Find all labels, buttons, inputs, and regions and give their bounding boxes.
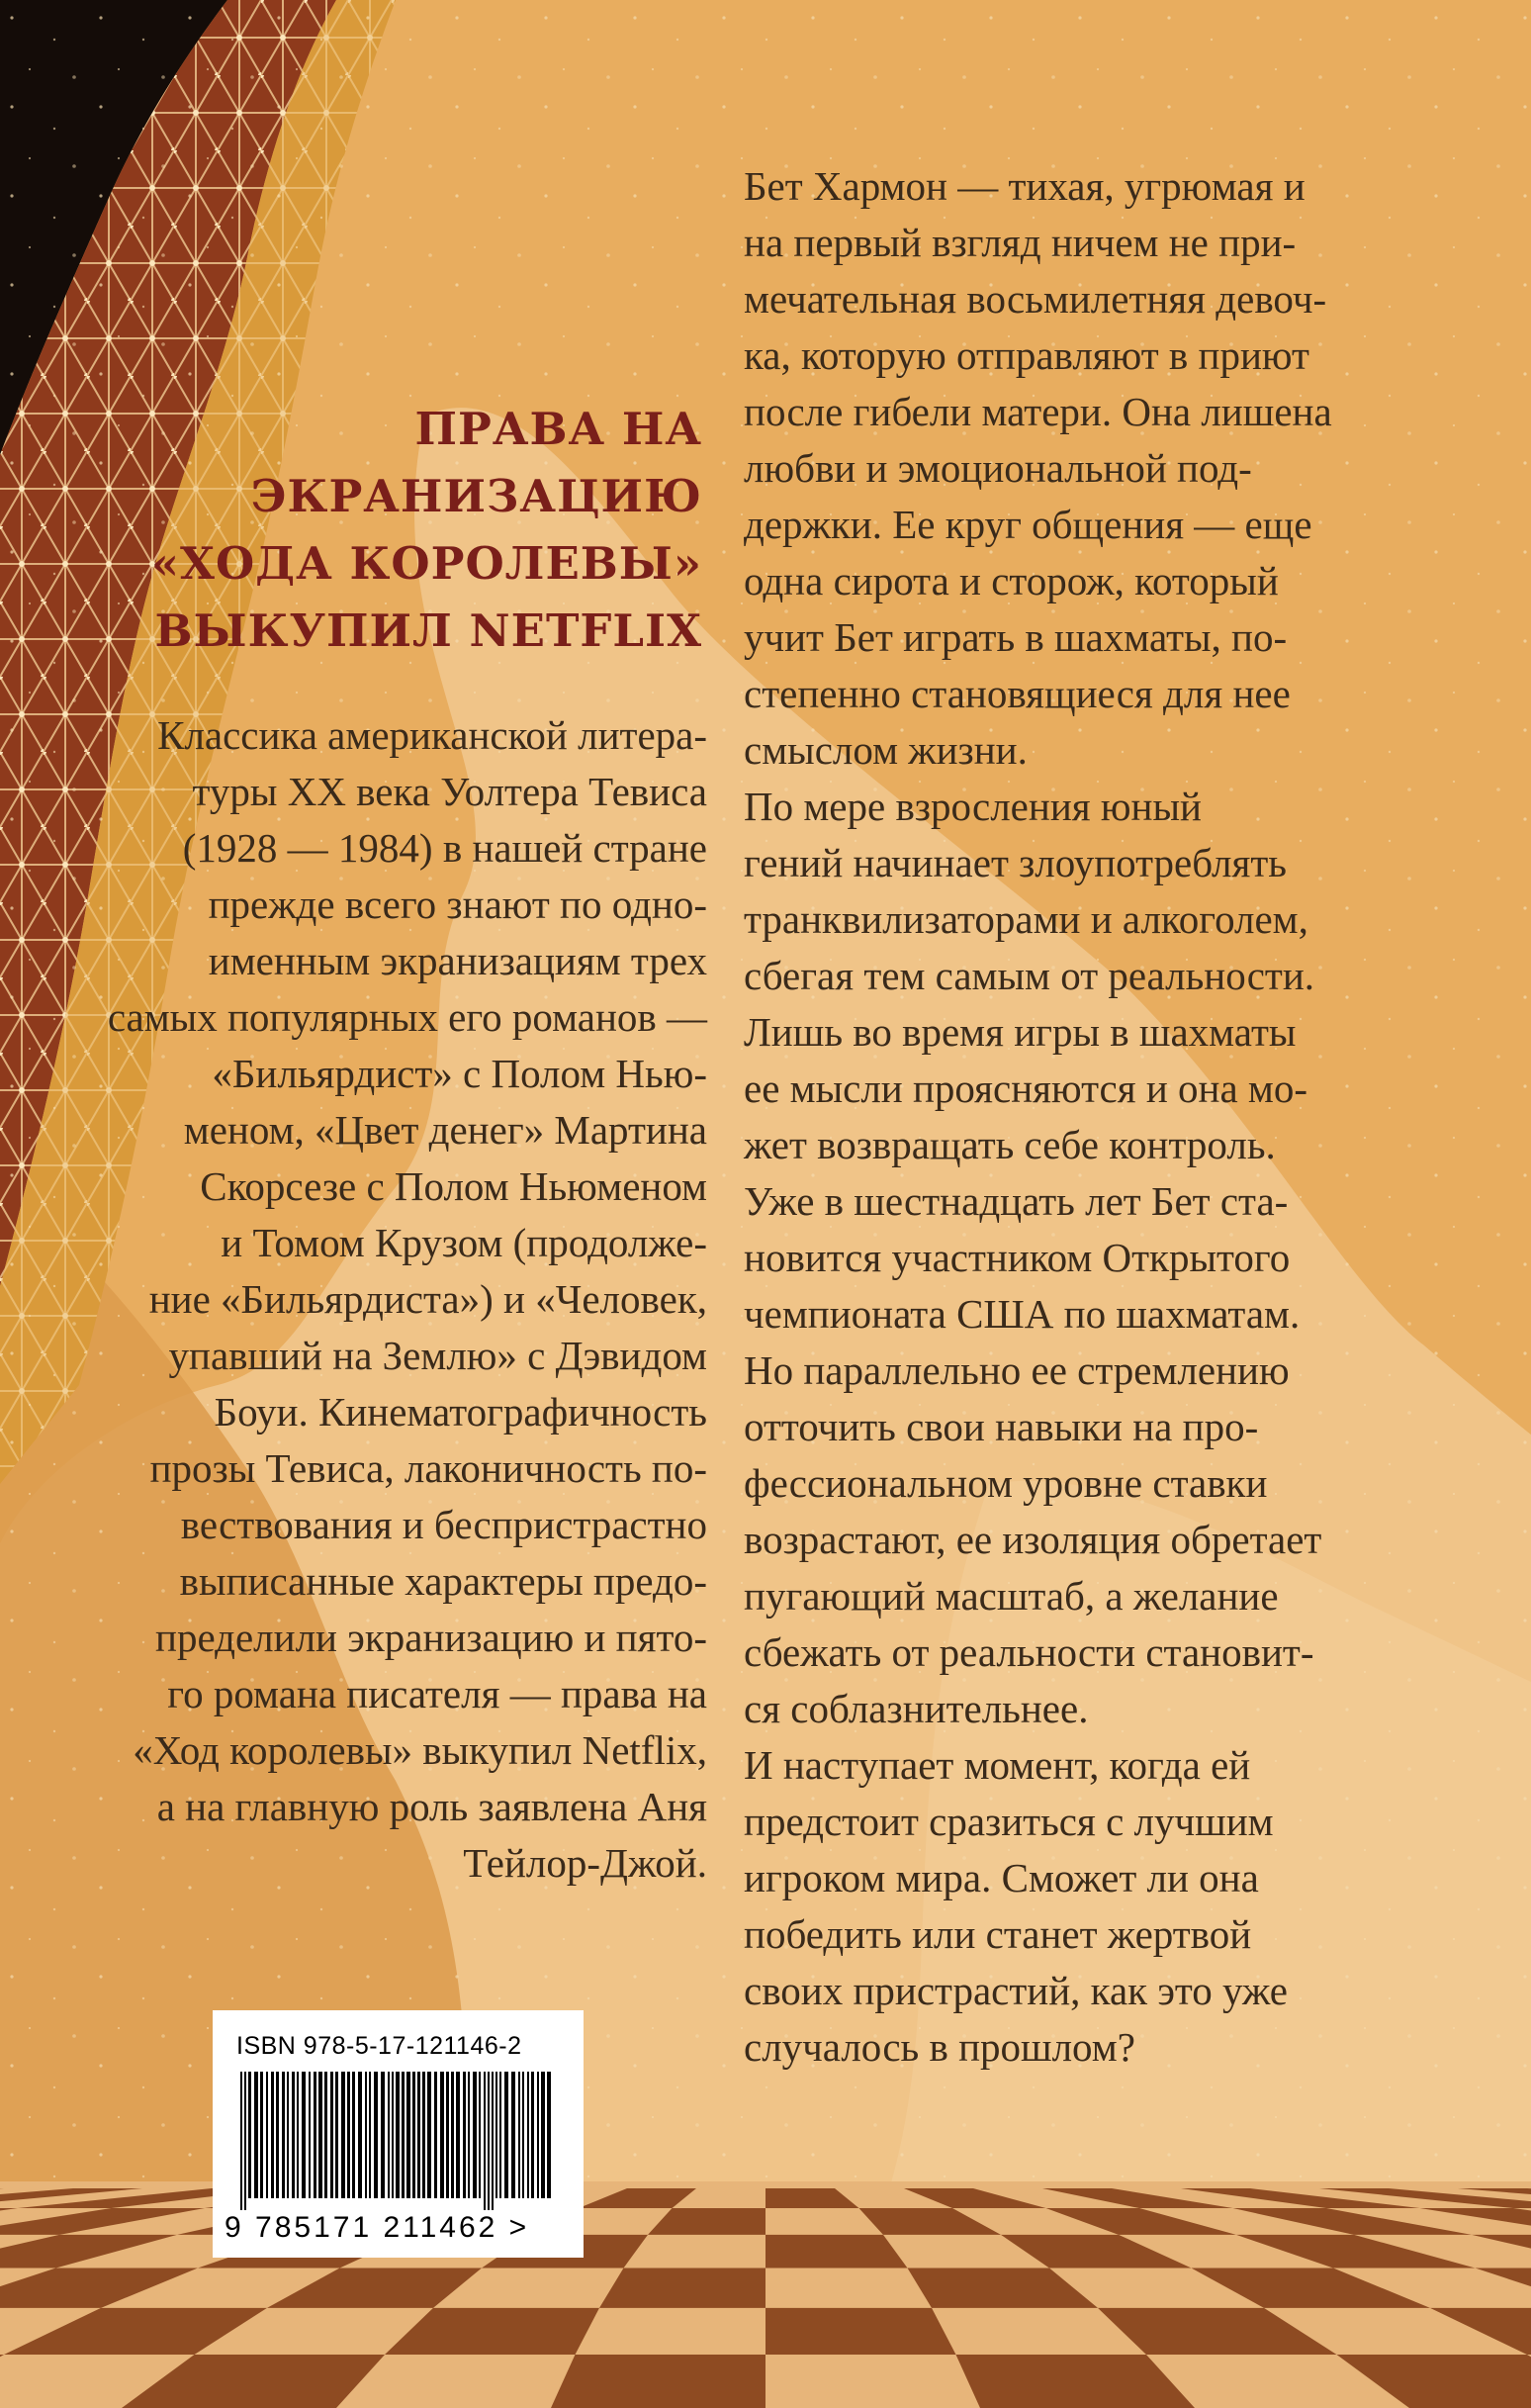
barcode-bar bbox=[266, 2072, 268, 2198]
text-line: пределили экранизацию и пято- bbox=[155, 1615, 707, 1660]
barcode-bar bbox=[402, 2072, 405, 2198]
text-line: фессиональном уровне ставки bbox=[744, 1460, 1268, 1506]
text-line: туры XX века Уолтера Тевиса bbox=[192, 769, 707, 814]
text-line: меном, «Цвет денег» Мартина bbox=[183, 1107, 707, 1153]
headline bbox=[109, 396, 702, 665]
text-line: ние «Бильярдиста») и «Человек, bbox=[148, 1276, 707, 1322]
text-line: учит Бет играть в шахматы, по- bbox=[744, 614, 1288, 660]
text-line: «Ход королевы» выкупил Netflix, bbox=[133, 1727, 707, 1773]
barcode-bar bbox=[374, 2072, 378, 2198]
text-line: прозы Тевиса, лаконичность по- bbox=[149, 1445, 707, 1491]
barcode-bar bbox=[537, 2072, 539, 2198]
barcode-bar bbox=[547, 2072, 551, 2198]
barcode-label bbox=[213, 2010, 584, 2258]
barcode-bar bbox=[499, 2072, 501, 2198]
barcode-bar bbox=[369, 2072, 371, 2198]
barcode-bar bbox=[396, 2072, 400, 2198]
text-line: (1928 — 1984) в нашей стране bbox=[182, 825, 707, 871]
barcode-bar bbox=[522, 2072, 524, 2198]
barcode-bar bbox=[341, 2072, 345, 2198]
barcode-bar bbox=[406, 2072, 410, 2198]
barcode-bar bbox=[388, 2072, 390, 2198]
barcode-bar bbox=[254, 2072, 258, 2198]
barcode-bar bbox=[463, 2072, 466, 2198]
barcode-bar bbox=[473, 2072, 477, 2198]
text-line: держки. Ее круг общения — еще bbox=[744, 502, 1312, 547]
text-line: а на главную роль заявлена Аня bbox=[156, 1784, 707, 1829]
barcode-bar bbox=[271, 2072, 274, 2198]
barcode-bar bbox=[531, 2072, 534, 2198]
text-line: Бет Хармон — тихая, угрюмая и bbox=[744, 163, 1306, 209]
text-line: новится участником Открытого bbox=[744, 1235, 1291, 1280]
text-line: прежде всего знают по одно- bbox=[208, 881, 707, 927]
text-line: на первый взгляд ничем не при- bbox=[744, 220, 1297, 265]
text-line: предстоит сразиться с лучшим bbox=[744, 1799, 1274, 1844]
barcode-bar bbox=[282, 2072, 285, 2198]
headline-line: «ХОДА КОРОЛЕВЫ» bbox=[150, 537, 702, 590]
text-line: гений начинает злоупотреблять bbox=[744, 840, 1287, 885]
barcode-bar bbox=[244, 2072, 246, 2210]
text-line: ся соблазнительнее. bbox=[744, 1686, 1089, 1731]
barcode-bar bbox=[492, 2072, 494, 2210]
barcode-bar bbox=[287, 2072, 289, 2198]
text-line: своих пристрастий, как это уже bbox=[744, 1968, 1288, 2013]
barcode-bar bbox=[511, 2072, 515, 2198]
barcode-bar bbox=[446, 2072, 449, 2198]
barcode-bar bbox=[318, 2072, 322, 2198]
barcode-bar bbox=[427, 2072, 431, 2198]
barcode-bar bbox=[309, 2072, 311, 2198]
text-line: жет возвращать себе контроль. bbox=[744, 1122, 1276, 1167]
barcode-icon bbox=[232, 2072, 564, 2210]
text-line: смыслом жизни. bbox=[744, 727, 1028, 773]
barcode-bar bbox=[276, 2072, 279, 2198]
barcode-bar bbox=[330, 2072, 333, 2198]
text-line: Но параллельно ее стремлению bbox=[744, 1347, 1290, 1393]
barcode-bar bbox=[412, 2072, 415, 2198]
barcode-bar bbox=[335, 2072, 338, 2198]
text-line: игроком мира. Сможет ли она bbox=[744, 1855, 1259, 1900]
barcode-bar bbox=[292, 2072, 295, 2198]
barcode-bar bbox=[248, 2072, 251, 2198]
text-line: упавший на Землю» с Дэвидом bbox=[168, 1333, 707, 1378]
barcode-bar bbox=[381, 2072, 385, 2198]
text-line: ее мысли проясняются и она мо- bbox=[744, 1065, 1307, 1111]
right-paragraph bbox=[744, 158, 1396, 2076]
text-line: Скорсезе с Полом Ньюменом bbox=[200, 1163, 707, 1209]
text-line: «Бильярдист» с Полом Нью- bbox=[212, 1051, 707, 1096]
barcode-bar bbox=[504, 2072, 508, 2198]
text-line: именным экранизациям трех bbox=[208, 938, 707, 983]
checker-tile bbox=[766, 2235, 908, 2269]
barcode-bar bbox=[302, 2072, 306, 2198]
barcode-bar bbox=[456, 2072, 460, 2198]
checker-tile bbox=[551, 2355, 766, 2408]
text-line: мечательная восьмилетняя девоч- bbox=[744, 276, 1327, 322]
text-line: сбежать от реальности становит- bbox=[744, 1629, 1314, 1675]
barcode-bar bbox=[484, 2072, 486, 2210]
text-line: после гибели матери. Она лишена bbox=[744, 389, 1332, 434]
text-line: выписанные характеры предо- bbox=[179, 1558, 707, 1604]
barcode-bar bbox=[417, 2072, 420, 2198]
barcode-bar bbox=[365, 2072, 367, 2198]
text-line: По мере взросления юный bbox=[744, 784, 1202, 829]
text-line: возрастают, ее изоляция обретает bbox=[744, 1517, 1322, 1562]
text-line: случалось в прошлом? bbox=[744, 2024, 1135, 2070]
headline-line: ВЫКУПИЛ NETFLIX bbox=[154, 604, 702, 657]
barcode-bar bbox=[352, 2072, 355, 2198]
text-line: чемпионата США по шахматам. bbox=[744, 1291, 1301, 1337]
barcode-bar bbox=[518, 2072, 520, 2198]
left-paragraph bbox=[99, 707, 707, 1892]
checker-tile bbox=[599, 2268, 766, 2307]
text-line: го романа писателя — права на bbox=[167, 1671, 707, 1716]
barcode-bar bbox=[440, 2072, 444, 2198]
ean-text: 9 785171 211462 > bbox=[225, 2211, 530, 2244]
text-line: ка, которую отправляют в приют bbox=[744, 332, 1309, 378]
barcode-bar bbox=[240, 2072, 242, 2210]
text-line: Боуи. Кинематографичность bbox=[214, 1389, 707, 1435]
text-line: пугающий масштаб, а желание bbox=[744, 1573, 1279, 1619]
headline-line: ПРАВА НА bbox=[414, 403, 702, 455]
barcode-bar bbox=[541, 2072, 545, 2198]
barcode-bar bbox=[527, 2072, 529, 2198]
barcode-bar bbox=[347, 2072, 350, 2198]
barcode-bar bbox=[422, 2072, 425, 2198]
barcode-bar bbox=[314, 2072, 316, 2198]
text-line: отточить свои навыки на про- bbox=[744, 1404, 1259, 1449]
barcode-bar bbox=[324, 2072, 327, 2198]
text-line: сбегая тем самым от реальности. bbox=[744, 953, 1315, 998]
text-line: победить или станет жертвой bbox=[744, 1911, 1252, 1957]
text-line: и Томом Крузом (продолже- bbox=[221, 1220, 707, 1265]
barcode-bar bbox=[451, 2072, 454, 2198]
barcode-bar bbox=[488, 2072, 490, 2210]
isbn-text: ISBN 978-5-17-121146-2 bbox=[236, 2032, 522, 2060]
barcode-bar bbox=[392, 2072, 394, 2198]
barcode-bar bbox=[434, 2072, 437, 2198]
barcode-bar bbox=[358, 2072, 362, 2198]
text-line: одна сирота и сторож, который bbox=[744, 558, 1279, 603]
barcode-bar bbox=[495, 2072, 497, 2198]
text-line: любви и эмоциональной под- bbox=[744, 445, 1252, 491]
text-line: самых популярных его романов — bbox=[107, 994, 707, 1040]
headline-line: ЭКРАНИЗАЦИЮ bbox=[250, 470, 702, 522]
text-line: вествования и беспристрастно bbox=[180, 1502, 707, 1547]
text-line: Тейлор-Джой. bbox=[463, 1840, 707, 1886]
text-line: Уже в шестнадцать лет Бет ста- bbox=[744, 1178, 1289, 1224]
barcode-bar bbox=[468, 2072, 470, 2198]
text-line: И наступает момент, когда ей bbox=[744, 1742, 1251, 1788]
text-line: Лишь во время игры в шахматы bbox=[744, 1009, 1297, 1055]
text-line: Классика американской литера- bbox=[157, 712, 707, 758]
barcode-bar bbox=[297, 2072, 299, 2198]
checker-tile bbox=[766, 2308, 956, 2355]
barcode-bar bbox=[479, 2072, 481, 2198]
text-line: транквилизаторами и алкоголем, bbox=[744, 896, 1308, 942]
barcode-bar bbox=[260, 2072, 263, 2198]
text-line: степенно становящиеся для нее bbox=[744, 671, 1291, 716]
